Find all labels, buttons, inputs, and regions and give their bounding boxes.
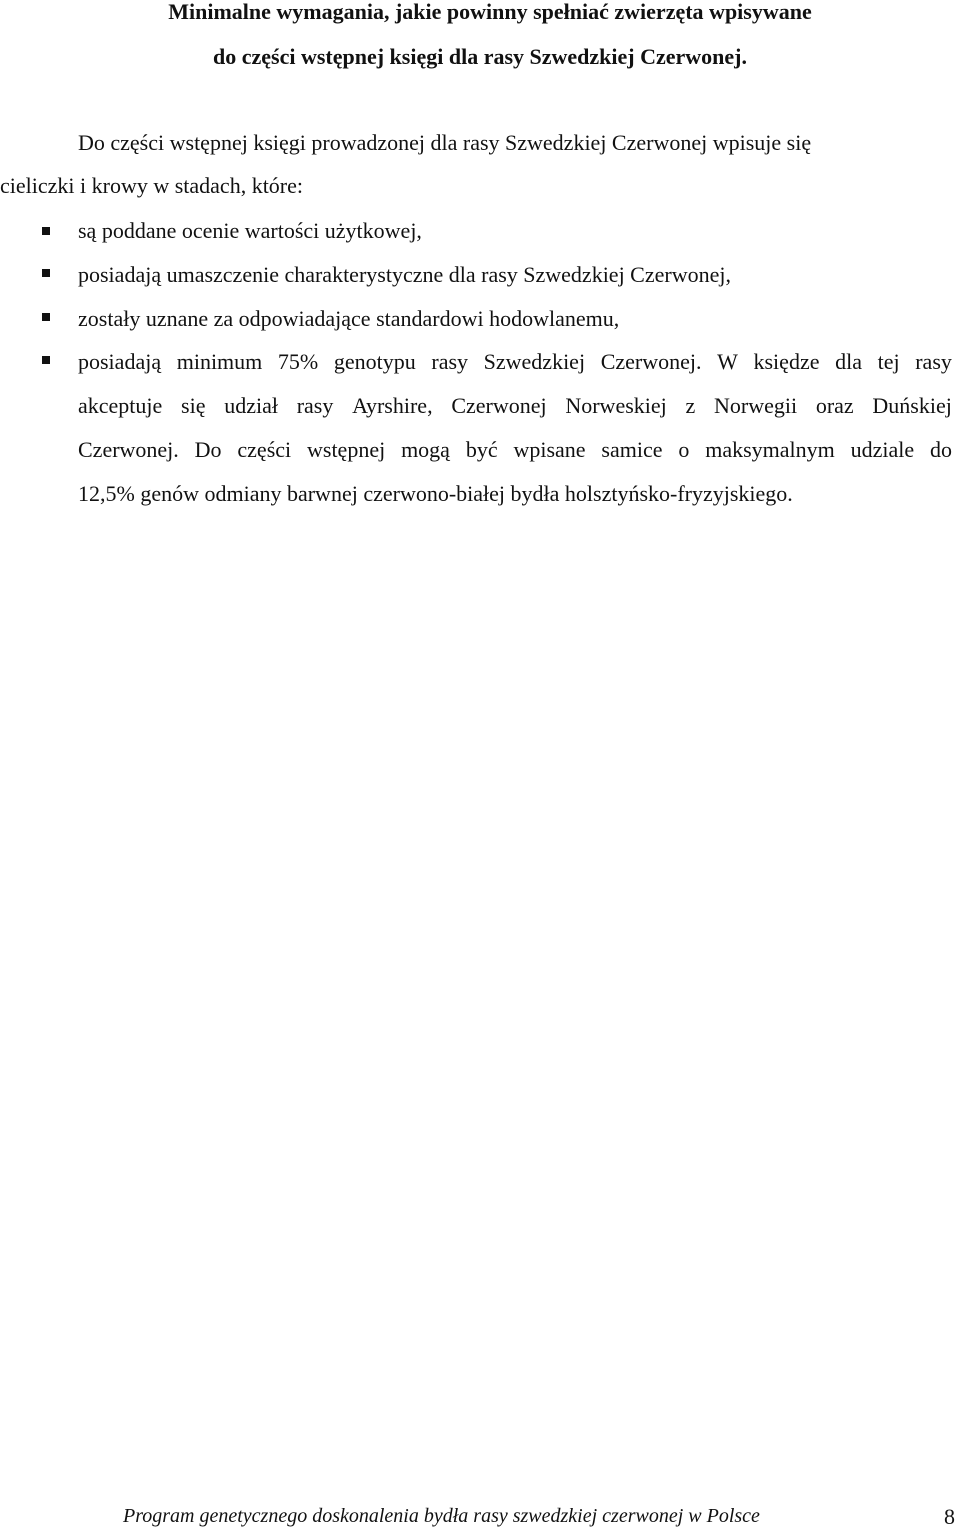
list-item-text: są poddane ocenie wartości użytkowej, [78, 218, 422, 243]
list-item-text-line-4: 12,5% genów odmiany barwnej czerwono-białej bydła holsztyńsko-fryzyjskiego. [78, 481, 793, 506]
list-item-text-line-3: Czerwonej. Do części wstępnej mogą być wpisane samice o maksymalnym udziale do [78, 437, 952, 462]
square-bullet-icon [42, 227, 50, 235]
page-number: 8 [944, 1504, 955, 1529]
intro-paragraph-line-2: cieliczki i krowy w stadach, które: [0, 173, 304, 198]
intro-paragraph-line-1: Do części wstępnej księgi prowadzonej dla rasy Szwedzkiej Czerwonej wpisuje się [78, 130, 812, 155]
document-title-line-1: Minimalne wymagania, jakie powinny spełniać zwierzęta wpisywane [168, 0, 812, 24]
page-footer: Program genetycznego doskonalenia bydła rasy szwedzkiej czerwonej w Polsce [123, 1505, 760, 1527]
square-bullet-icon [42, 313, 50, 321]
list-item-text: posiadają umaszczenie charakterystyczne dla rasy Szwedzkiej Czerwonej, [78, 262, 731, 287]
square-bullet-icon [42, 356, 50, 364]
square-bullet-icon [42, 269, 50, 277]
list-item-text-line-1: posiadają minimum 75% genotypu rasy Szwedzkiej Czerwonej. W księdze dla tej rasy [78, 349, 952, 374]
list-item-text-line-2: akceptuje się udział rasy Ayrshire, Czerwonej Norweskiej z Norwegii oraz Duńskiej [78, 393, 952, 418]
list-item-text: zostały uznane za odpowiadające standardowi hodowlanemu, [78, 306, 620, 331]
document-title-line-2: do części wstępnej księgi dla rasy Szwedzkiej Czerwonej. [212, 44, 747, 69]
